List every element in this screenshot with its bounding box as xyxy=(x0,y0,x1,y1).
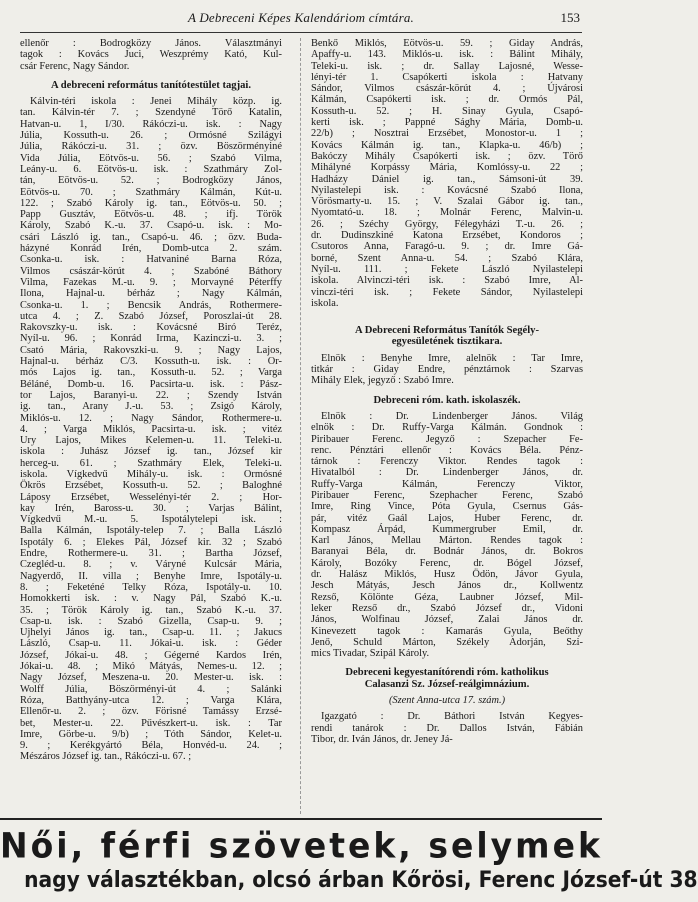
sec2-paragraph xyxy=(311,353,583,387)
text-line: Imre, Ring Vince, Póta Gyula, Csernus Gás- xyxy=(311,501,583,513)
text-line: Homokkerti isk. : v. Nagy Pál, Szabó K.-u. xyxy=(20,593,282,605)
text-line: Igazgató : Dr. Báthori István Kegyes- xyxy=(321,711,583,723)
text-line: Baranyai Béla, dr. Bodnár János, dr. Bokros xyxy=(311,546,583,558)
text-line: elnök : Dr. Ruffy-Varga Kálmán. Gondnok : xyxy=(311,422,583,434)
text-line: Nyilastelepi isk. : Kovácsné Szabó Ilona, xyxy=(311,184,583,196)
text-line: Bakóczy Mihály Csapókerti isk. ; özv. Törő xyxy=(311,150,583,162)
text-line: Teleki-u. isk. ; dr. Sallay Lajosné, Wesse- xyxy=(311,60,583,72)
text-line: Endre, Rothermere-u. 31. ; Bartha József, xyxy=(20,548,282,560)
text-line: Vörösmarty-u. 15. ; V. Szalai Gábor ig. tan., xyxy=(311,196,583,208)
text-line: Csató Mária, Rakovszki-u. 9. ; Nagy Lajos, xyxy=(20,344,282,356)
text-line: Kálmán, Csapókerti isk. ; dr. Ormós Pál, xyxy=(311,94,583,106)
text-line: rendi tanárok : Dr. Dallos István, Fábián xyxy=(311,722,583,734)
text-line: Nyíl-u. 96. ; Konrád Irma, Kazinczi-u. 3. ; xyxy=(20,333,282,345)
text-line: Júlia, Rákóczi-u. 31. ; özv. Böszörményiné xyxy=(20,141,282,153)
left-section-heading: A debreceni református tanítótestület tagjai. xyxy=(51,79,251,91)
text-line: Nyomtató-u. 18. ; Molnár Ferenc, Malvin-u. xyxy=(311,207,583,219)
text-line: Béláné, Domb-u. 16. Pacsirta-u. isk. : Pász- xyxy=(20,378,282,390)
text-line: Apaffy-u. 143. Miklós-u. isk. : Bálint Mihály, xyxy=(311,49,583,61)
left-intro-paragraph xyxy=(20,38,282,72)
text-line: Rakovszky-u. isk. : Kovácsné Biró Teréz, xyxy=(20,322,282,334)
ad-line-1: Női, férfi szövetek, selymek xyxy=(0,825,603,866)
text-line: László, Csap-u. 11. Jókai-u. isk. : Géder xyxy=(20,638,282,650)
text-line: Leány-u. 6. Eötvös-u. isk. : Szathmáry Zol- xyxy=(20,163,282,175)
text-line: iskola. Alvinczi-téri isk. : Szabó Imre, Al- xyxy=(311,275,583,287)
text-line: leker Rezső dr., Szabó József dr., Vidoni xyxy=(311,602,583,614)
text-line: Károly, Szabó K.-u. 37. Csapó-u. isk. : Mo- xyxy=(20,220,282,232)
text-line: ig. tan., Arany J.-u. 53. ; Zsigó Károly, xyxy=(20,401,282,413)
text-line: házyné Konrád Irén, Domb-utca 2. szám. xyxy=(20,243,282,255)
page-header xyxy=(20,8,582,33)
text-line: Imre, Görbe-u. 9/b) ; Tóth Sándor, Kelet-u. xyxy=(20,728,282,740)
text-line: 8. ; Feketéné Telky Róza, Ispotály-u. 10. xyxy=(20,581,282,593)
left-column xyxy=(20,38,282,763)
text-line: Ellenőr-u. 2. ; özv. Förisné Tamássy Erzsé- xyxy=(20,706,282,718)
text-line: borné, Szent Anna-u. 54. ; Szabó Klára, xyxy=(311,252,583,264)
right-column xyxy=(311,38,583,745)
sec2-heading-2: egyesületének tisztikara. xyxy=(391,336,503,348)
text-line: Papp Gusztáv, Eötvös-u. 48. ; ifj. Török xyxy=(20,209,282,221)
text-line: Nyíl-u. 111. ; Fekete László Nyilastelepi xyxy=(311,263,583,275)
text-line: 26. ; Széchy György, Félegyházi T.-u. 26. ; xyxy=(311,218,583,230)
sec2-heading: A Debreceni Református Tanítók Segély- xyxy=(354,325,539,337)
text-line: Tibor, dr. Iván János, dr. Jeney Já- xyxy=(311,733,453,745)
text-line: Rezső, Kölönte Géza, Laubner József, Mil- xyxy=(311,591,583,603)
text-line: Mészáros József ig. tan., Rákóczi-u. 67. ; xyxy=(20,751,192,763)
text-line: Benkő Miklós, Eötvös-u. 59. ; Giday András, xyxy=(311,38,583,49)
ad-line-2: nagy választékban, olcsó árban Kőrösi, Ferenc József-út 38 xyxy=(24,868,698,893)
text-line: Ispotály 6. ; Elekes Pál, József kir. 32 ; Szabó xyxy=(20,536,282,548)
running-title: A Debreceni Képes Kalendáriom címtára. xyxy=(187,10,415,25)
text-line: 35. ; Török Károly ig. tan., Szabó K.-u. 37. xyxy=(20,604,282,616)
text-line: Csutoros Anna, Faragó-u. 9. ; dr. Imre Gá- xyxy=(311,241,583,253)
text-line: Czegléd-u. 8. ; v. Váryné Kulcsár Mária, xyxy=(20,559,282,571)
text-line: Hajnal-u. bérház C/3. Kossuth-u. isk. : Or- xyxy=(20,356,282,368)
text-line: Mihály Elek, jegyző : Szabó Imre. xyxy=(311,375,454,387)
text-line: Csonka-u. 1. ; Bencsik András, Rothermere- xyxy=(20,299,282,311)
page-number: 153 xyxy=(560,10,580,25)
sec3-heading: Debreceni róm. kath. iskolaszék. xyxy=(373,394,521,406)
text-line: 4. ; Varga Miklós, Pacsirta-u. isk. ; vitéz xyxy=(20,423,282,435)
text-line: Balla Kálmán, Ispotály-telep 7. ; Balla László xyxy=(20,525,282,537)
text-line: tárnok : Ferenczy Viktor. Rendes tagok : xyxy=(311,456,583,468)
text-line: iskola. Vígkedvű Mihály-u. isk. : Ormósné xyxy=(20,468,282,480)
text-line: 9. ; Kerékgyártó Béla, Honvéd-u. 24. ; xyxy=(20,740,282,752)
text-line: Kossuth-u. 52. ; H. Sinay Gyula, Csapó- xyxy=(311,105,583,117)
text-line: Kinevezett tagok : Kamarás Gyula, Beőthy xyxy=(311,625,583,637)
advertisement xyxy=(0,818,698,902)
text-line: Elnök : Dr. Lindenberger János. Világ xyxy=(321,410,583,422)
text-line: dr. Halász Miklós, Husz Ödön, Jávor Gyula, xyxy=(311,569,583,581)
sec3-paragraph xyxy=(311,411,583,660)
text-line: vinczi-téri isk. ; Fekete Sándor, Nyilastelepi xyxy=(311,286,583,298)
text-line: Hivatalból : Dr. Lindenberger János, dr. xyxy=(311,467,583,479)
sec4-address: (Szent Anna-utca 17. szám.) xyxy=(388,695,506,707)
text-line: csári László ig. tan., Csapó-u. 46. ; özv. Buda- xyxy=(20,231,282,243)
text-line: Ökrös Erzsébet, Kossuth-u. 52. ; Baloghné xyxy=(20,480,282,492)
text-line: Vilmos császár-körút 4. ; Szabóné Báthory xyxy=(20,265,282,277)
text-line: mics Tivadar, Szipál Károly. xyxy=(311,648,430,660)
text-line: pár, vitéz Gaál Lajos, Huber Ferenc, dr. xyxy=(311,512,583,524)
text-line: ellenőr : Bodrogközy János. Választmányi xyxy=(20,38,282,49)
text-line: József, Jókai-u. 48. ; Gégerné Kardos Irén, xyxy=(20,649,282,661)
text-line: herceg-u. 61. ; Szathmáry Elek, Teleki-u. xyxy=(20,457,282,469)
text-line: csár Ferenc, Nagy Sándor. xyxy=(20,60,130,72)
text-line: Vilma, Fazekas M.-u. 9. ; Morvayné Péterffy xyxy=(20,276,282,288)
text-line: Jenő, Schuld Márton, Székely Adorján, Szi- xyxy=(311,636,583,648)
text-line: Ujhelyi János ig. tan., Csap-u. 11. ; Jakucs xyxy=(20,627,282,639)
text-line: Ury Lajos, Mikes Kelemen-u. 11. Teleki-u. xyxy=(20,435,282,447)
text-line: 22/b) ; Nosztrai Erzsébet, Monostor-u. 1 ; xyxy=(311,128,583,140)
text-line: Vida Júlia, Eötvös-u. 56. ; Szabó Vilma, xyxy=(20,152,282,164)
text-line: Elnök : Benyhe Imre, alelnök : Tar Imre, xyxy=(321,352,583,364)
text-line: Csap-u. isk. : Szabó Gizella, Csap-u. 9. ; xyxy=(20,615,282,627)
sec4-paragraph xyxy=(311,711,583,745)
text-line: Hadházy Dániel ig. tan., Sámsoni-út 39. xyxy=(311,173,583,185)
text-line: tan. Kálvin-tér 7. ; Szendyné Törő Katalin, xyxy=(20,107,282,119)
left-body-paragraph xyxy=(20,96,282,763)
text-line: bet, Mester-u. 22. Pűvészkert-u. isk. : Tar xyxy=(20,717,282,729)
text-line: tor Lajos, Baranyi-u. 22. ; Szendy István xyxy=(20,389,282,401)
text-line: Ruffy-Varga Kálmán, Ferenczy Viktor, xyxy=(311,478,583,490)
text-line: János, Wolfinau József, Zalai János dr. xyxy=(311,614,583,626)
text-line: Wolff Júlia, Böszörményi-út 4. ; Salánki xyxy=(20,683,282,695)
text-line: Karl János, Mellau Márton. Rendes tagok : xyxy=(311,535,583,547)
text-line: Csonka-u. isk. : Hatvaniné Barna Róza, xyxy=(20,254,282,266)
sec4-heading: Debreceni kegyestanítórendi róm. katholikus xyxy=(345,667,549,679)
text-line: Kompasz Árpád, Kummergruber Emil, dr. xyxy=(311,523,583,535)
sec4-heading-2: Calasanzi Sz. József-reálgimnázium. xyxy=(364,678,530,690)
text-line: Sándor, Vilmos császár-körút 4. ; Újvárosi xyxy=(311,83,583,95)
right-body-paragraph xyxy=(311,38,583,309)
text-line: tagok : Kovács Juci, Weszprémy Kató, Kul- xyxy=(20,49,282,61)
text-line: lényi-tér 1. Csapókerti iskola : Hatvany xyxy=(311,71,583,83)
text-line: Júlia, Kossuth-u. 26. ; Ormósné Szilágyi xyxy=(20,130,282,142)
text-line: mós Lajos ig. tan., Kossuth-u. 52. ; Varga xyxy=(20,367,282,379)
text-line: Hatvan-u. 1, I/30. Rákóczi-u. isk. : Nagy xyxy=(20,118,282,130)
column-divider xyxy=(300,38,301,814)
text-line: Miklós-u. 12. ; Nagy Sándor, Rothermere-u. xyxy=(20,412,282,424)
text-line: Ilona, Hajnal-u. bérház ; Nagy Kálmán, xyxy=(20,288,282,300)
text-line: Láposy Erzsébet, Wesselényi-tér 2. ; Hor- xyxy=(20,491,282,503)
text-line: Kovács Kálmán ig. tan., Klapka-u. 46/b) ; xyxy=(311,139,583,151)
text-line: Károly, Bozóky Ferenc, dr. Bógel József, xyxy=(311,557,583,569)
text-line: Jókai-u. 48. ; Mikó Mátyás, Nemes-u. 12. ; xyxy=(20,661,282,673)
text-line: utca 4. ; Z. Szabó József, Poroszlai-út 28. xyxy=(20,310,282,322)
text-line: Mihályné Korpássy Mária, Komlóssy-u. 22 ; xyxy=(311,162,583,174)
text-line: Jesch Mátyás, Jesch János dr., Kollwentz xyxy=(311,580,583,592)
text-line: titkár : Giday Endre, pénztárnok : Szarvas xyxy=(311,364,583,376)
text-line: Vígkedvű M.-u. 5. Ispotálytelepi isk. : xyxy=(20,514,282,526)
text-line: kerti isk. ; Pappné Sághy Mária, Domb-u. xyxy=(311,117,583,129)
text-line: iskola : Juhász József ig. tan., József kir xyxy=(20,446,282,458)
text-line: Eötvös-u. 70. ; Szathmáry Kálmán, Kút-u. xyxy=(20,186,282,198)
text-line: 122. ; Szabó Károly ig. tan., Eötvös-u. 50. ; xyxy=(20,197,282,209)
text-line: Nagyerdő, II. villa ; Benyhe Imre, Ispotály-u. xyxy=(20,570,282,582)
text-line: dr. Dudinszkiné Katona Erzsébet, Kondoros ; xyxy=(311,230,583,242)
text-line: Róza, Batthyány-utca 12. ; Varga Klára, xyxy=(20,694,282,706)
text-line: tán, Eötvös-u. 52. ; Bodrogközy János, xyxy=(20,175,282,187)
text-line: renc. Pénztári ellenőr : Kovács Béla. Pénz- xyxy=(311,444,583,456)
text-line: Piribauer Ferenc. Jegyző : Szepacher Fe- xyxy=(311,433,583,445)
text-line: kay Irén, Baross-u. 30. ; Varjas Bálint, xyxy=(20,502,282,514)
text-line: Kálvin-téri iskola : Jenei Mihály közp. ig. xyxy=(30,96,282,108)
text-line: Nagy József, Meszena-u. 20. Mester-u. isk. : xyxy=(20,672,282,684)
text-line: iskola. xyxy=(311,297,339,309)
text-line: Piribauer Ferenc, Szephacher Ferenc, Szabó xyxy=(311,489,583,501)
